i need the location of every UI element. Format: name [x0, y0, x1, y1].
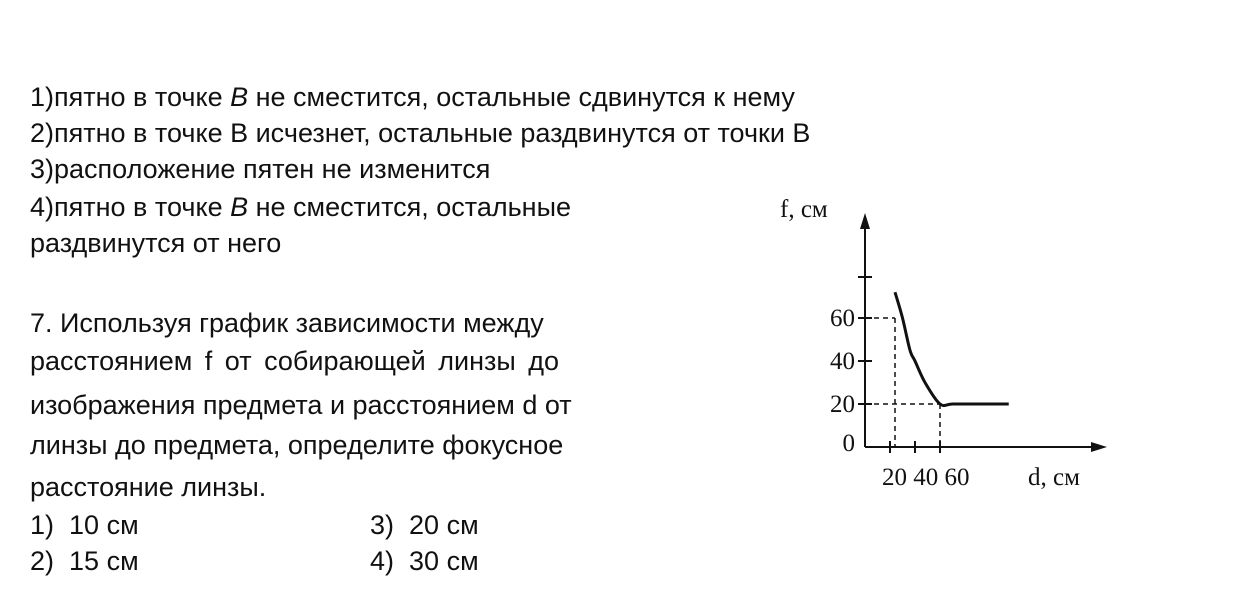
data-curve	[895, 292, 1009, 405]
option-4-continuation: раздвинутся от него	[30, 228, 282, 258]
x-axis-label: d, см	[1028, 464, 1080, 491]
point-b: B	[230, 192, 249, 222]
option-4: 4)пятно в точке B не сместится, остальные	[30, 192, 572, 222]
option-1: 1)пятно в точке B не сместится, остальные сдвинутся к нему	[30, 82, 795, 112]
option-2: 2)пятно в точке В исчезнет, остальные раздвинутся от точки В	[30, 118, 811, 148]
x-axis-arrow	[1091, 442, 1107, 452]
option-3: 3)расположение пятен не изменится	[30, 154, 491, 184]
y-tick-label: 20	[830, 391, 855, 418]
answer-4: 4) 30 см	[370, 546, 479, 576]
answer-3: 3) 20 см	[370, 510, 479, 540]
answer-2: 2) 15 см	[30, 546, 139, 576]
point-b: B	[230, 82, 249, 112]
graph-f-vs-d	[760, 185, 1120, 495]
y-axis-label: f, см	[780, 196, 828, 223]
x-tick-labels: 20 40 60	[882, 464, 970, 491]
question-line: расстоянием f от собирающей линзы до	[30, 346, 560, 376]
question-line: 7. Используя график зависимости между	[30, 308, 544, 338]
y-axis-arrow	[860, 213, 870, 229]
y-tick-label: 40	[830, 348, 855, 375]
answer-1: 1) 10 см	[30, 510, 139, 540]
question-line: линзы до предмета, определите фокусное	[30, 430, 564, 460]
question-line: изображения предмета и расстоянием d от	[30, 390, 572, 420]
y-tick-label: 60	[830, 305, 855, 332]
y-tick-label: 0	[842, 430, 855, 457]
question-line: расстояние линзы.	[30, 472, 267, 502]
